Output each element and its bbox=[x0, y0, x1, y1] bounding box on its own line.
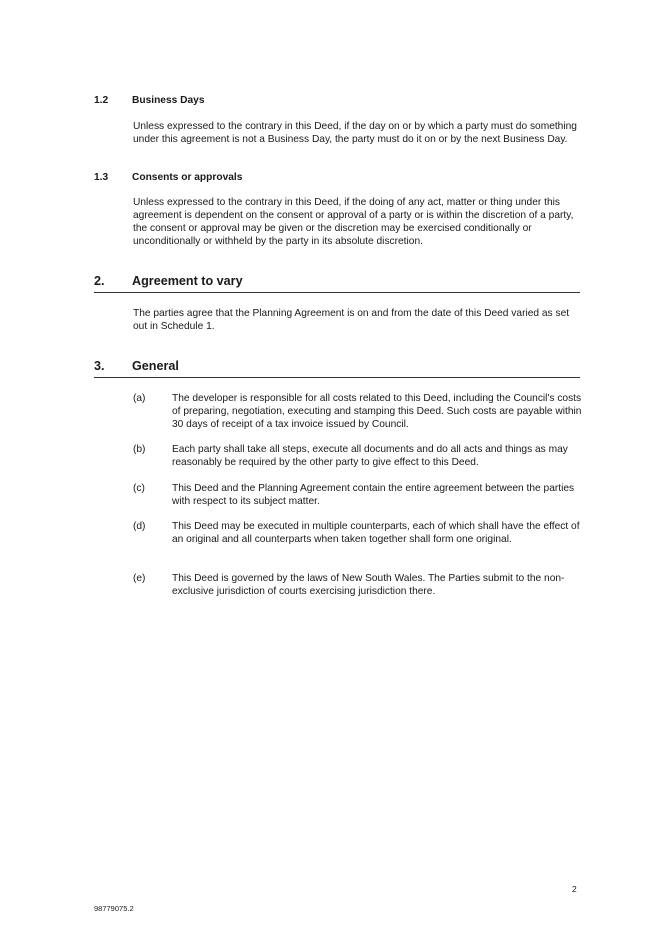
section-number: 2. bbox=[94, 274, 105, 288]
section-3-heading bbox=[94, 359, 580, 378]
list-item-text: This Deed is governed by the laws of New South Wales. The Parties submit to the non-exclusive jurisdiction of courts exercising jurisdiction there. bbox=[172, 573, 565, 597]
document-reference: 98779075.2 bbox=[94, 904, 134, 913]
list-item bbox=[133, 521, 583, 547]
list-item-label: (a) bbox=[133, 393, 146, 404]
list-item-label: (e) bbox=[133, 573, 146, 584]
section-1-2-text: Unless expressed to the contrary in this Deed, if the day on or by which a party must do something under this agreement is not a Business Day, the party must do it on or by the next Business Day. bbox=[133, 121, 577, 145]
section-title: Business Days bbox=[132, 95, 205, 106]
section-2-heading bbox=[94, 274, 580, 293]
list-item-label: (b) bbox=[133, 444, 146, 455]
section-1-3-text: Unless expressed to the contrary in this Deed, if the doing of any act, matter or thing under this agreement is dependent on the consent or approval of a party or is within the discretion of a party, the consent or approval may be given or the discretion may be exercised conditionally or unconditionally or withheld by the party in its absolute discretion. bbox=[133, 197, 574, 247]
list-item-text: This Deed may be executed in multiple counterparts, each of which shall have the effect of an original and all counterparts when taken together shall form one original. bbox=[172, 521, 580, 545]
section-number: 1.2 bbox=[94, 95, 109, 106]
section-title: General bbox=[132, 359, 179, 373]
section-1-3-heading bbox=[94, 172, 242, 183]
section-title: Consents or approvals bbox=[132, 172, 243, 183]
list-item-text: This Deed and the Planning Agreement contain the entire agreement between the parties with respect to its subject matter. bbox=[172, 483, 575, 507]
section-2-text: The parties agree that the Planning Agreement is on and from the date of this Deed varied as set out in Schedule 1. bbox=[133, 308, 570, 332]
list-item-label: (c) bbox=[133, 483, 145, 494]
section-number: 1.3 bbox=[94, 172, 109, 183]
list-item-label: (d) bbox=[133, 521, 146, 532]
page-number: 2 bbox=[572, 884, 577, 894]
list-item-text: The developer is responsible for all costs related to this Deed, including the Council's costs of preparing, negotiation, executing and stamping this Deed. Such costs are payable within 30 days of receipt of a tax invoice issued by Council. bbox=[172, 393, 582, 430]
list-item-text: Each party shall take all steps, execute all documents and do all acts and things as may reasonably be required by the other party to give effect to this Deed. bbox=[172, 444, 568, 468]
section-title: Agreement to vary bbox=[132, 274, 243, 288]
list-item bbox=[133, 444, 583, 470]
list-item bbox=[133, 483, 583, 509]
section-1-2-heading bbox=[94, 95, 204, 106]
list-item bbox=[133, 573, 583, 599]
section-number: 3. bbox=[94, 359, 105, 373]
list-item bbox=[133, 393, 583, 432]
